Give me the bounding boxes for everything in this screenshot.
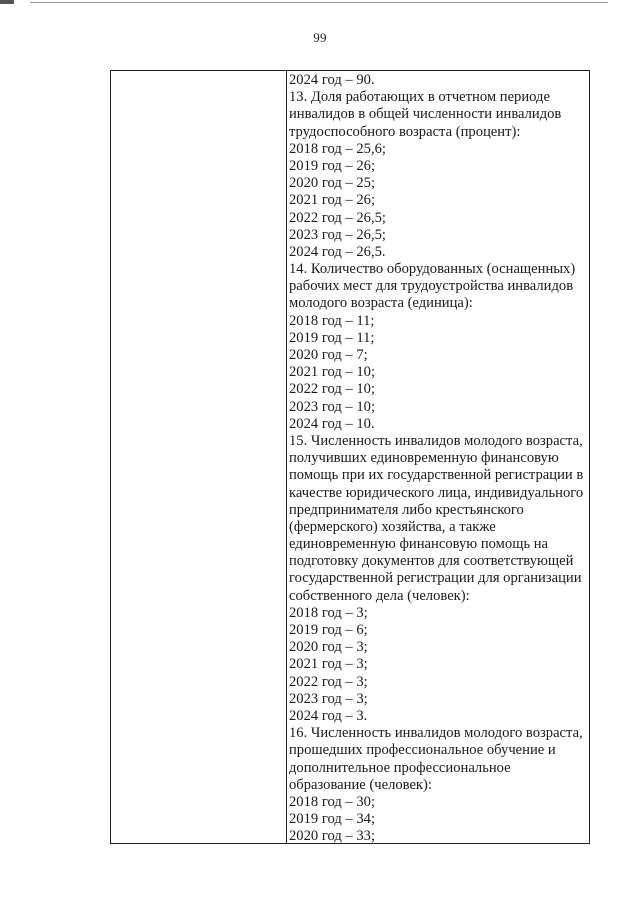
text-line: 2019 год – 6; [289,622,368,638]
text-line: 2019 год – 26; [289,157,376,174]
text-line: единовременную финансовую помощь на [289,536,549,553]
table-left-cell [111,71,287,843]
text-line: 2023 год – 10; [289,398,376,415]
text-line: 2020 год – 3; [289,639,368,656]
text-line: государственной регистрации для организации [289,570,582,587]
text-line: 2020 год – 33; [289,828,376,843]
text-line: инвалидов в общей численности инвалидов [289,106,562,123]
text-line: 2018 год – 30; [289,793,376,810]
text-line: получивших единовременную финансовую [289,450,559,467]
text-line: собственного дела (человек): [289,587,470,604]
text-line: 2024 год – 10. [289,415,375,432]
text-line: рабочих мест для трудоустройства инвалидов [289,278,574,295]
text-line: 2019 год – 34; [289,811,376,828]
text-line: 2024 год – 3. [289,707,368,724]
text-line: 14. Количество оборудованных (оснащенных) [289,261,576,278]
text-line: (фермерского) хозяйства, а также [289,518,496,535]
text-line: трудоспособного возраста (процент): [289,123,521,140]
scan-top-rule [30,2,608,3]
text-line: молодого возраста (единица): [289,295,473,312]
text-line: 2021 год – 26; [289,192,376,209]
text-line: подготовку документов для соответствующей [289,553,574,570]
text-line: 2020 год – 25; [289,175,376,192]
scan-corner-mark [0,0,14,4]
text-line: 15. Численность инвалидов молодого возраста, [289,432,583,449]
text-line: 2021 год – 3; [289,656,368,673]
text-line: 13. Доля работающих в отчетном периоде [289,89,550,106]
indicator-table [110,70,590,844]
text-line: 2023 год – 26,5; [289,226,386,243]
text-line: 2020 год – 7; [289,347,368,363]
text-line: 2018 год – 11; [289,312,375,329]
text-line: образование (человек): [289,776,432,793]
page-number: 99 [313,30,327,45]
text-line: 2022 год – 3; [289,673,368,690]
text-line: 2022 год – 26,5; [289,209,386,226]
text-line: дополнительное профессиональное [289,759,511,776]
text-line: качестве юридического лица, индивидуального [289,484,584,501]
text-line: 2018 год – 3; [289,604,368,621]
text-line: помощь при их государственной регистрации в [289,467,584,484]
text-line: предпринимателя либо крестьянского [289,501,524,518]
text-line: 16. Численность инвалидов молодого возраста, [289,725,583,742]
text-line: 2019 год – 11; [289,329,375,346]
text-line: прошедших профессиональное обучение и [289,742,556,759]
text-line: 2023 год – 3; [289,690,368,707]
text-line: 2022 год – 10; [289,381,376,398]
text-line: 2018 год – 25,6; [289,140,386,157]
text-line: 2024 год – 90. [289,72,375,88]
text-line: 2021 год – 10; [289,364,376,381]
text-line: 2024 год – 26,5. [289,243,386,260]
table-right-cell [287,71,589,843]
